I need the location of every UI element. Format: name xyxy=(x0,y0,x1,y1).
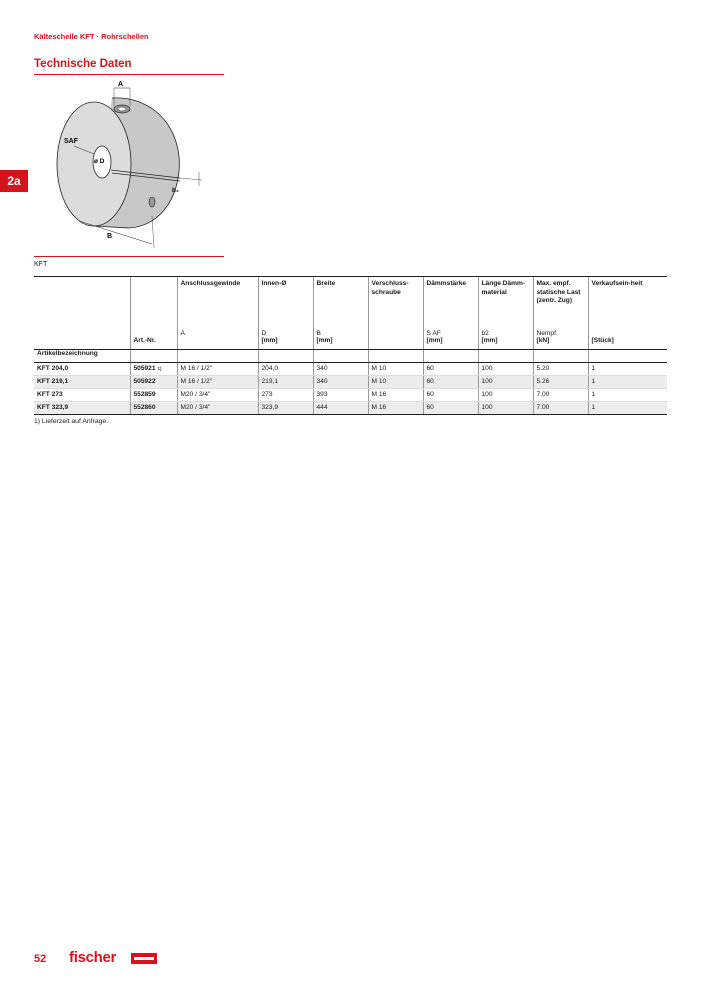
label-saf: SAF xyxy=(64,138,78,145)
figure-divider xyxy=(34,256,224,257)
symbol-row: A D B S AF b2 Nempf. xyxy=(34,325,667,337)
technical-data-table xyxy=(34,276,667,415)
table-row: KFT 323,9 552860 M20 / 3/4" 323,9 444 M 16 60 100 7.00 1 xyxy=(34,402,667,415)
label-b2: b₂ xyxy=(172,187,179,194)
label-b: B xyxy=(107,233,113,240)
title-divider xyxy=(34,74,224,75)
brand-logo-mark-icon xyxy=(131,953,157,964)
footnote: 1) Lieferzeit auf Anfrage. xyxy=(34,418,109,425)
table-row: KFT 219,1 505922 M 16 / 1/2" 219,1 340 M 10 60 100 5.26 1 xyxy=(34,376,667,389)
technical-drawing xyxy=(34,76,224,256)
label-a: A xyxy=(118,81,124,88)
brand-logo: fischer xyxy=(69,949,117,966)
breadcrumb: Kälteschelle KFT · Rohrschellen xyxy=(34,32,149,41)
row-label-header: Artikelbezeichnung xyxy=(34,350,667,363)
unit-row: Art.-Nr. [mm] [mm] [mm] [mm] [kN] [Stück] xyxy=(34,337,667,350)
figure-caption: KFT xyxy=(34,261,48,268)
table-row: KFT 204,0 505921 $^{1)}$ M 16 / 1/2" 204,0 340 M 10 60 100 5.20 1 xyxy=(34,363,667,376)
label-d: ø D xyxy=(94,158,105,165)
page-number: 52 xyxy=(34,953,47,965)
table-row: KFT 273 552859 M20 / 3/4" 273 393 M 16 60 100 7.00 1 xyxy=(34,389,667,402)
section-title: Technische Daten xyxy=(34,58,132,70)
header-row: Anschlussgewinde Innen-Ø Breite Verschluss-schraube Dämmstärke Länge Dämm-material Max. empf. statische Last (zentr. Zug) Verkaufsein-heit xyxy=(34,277,667,326)
chapter-tab: 2a xyxy=(0,170,28,192)
